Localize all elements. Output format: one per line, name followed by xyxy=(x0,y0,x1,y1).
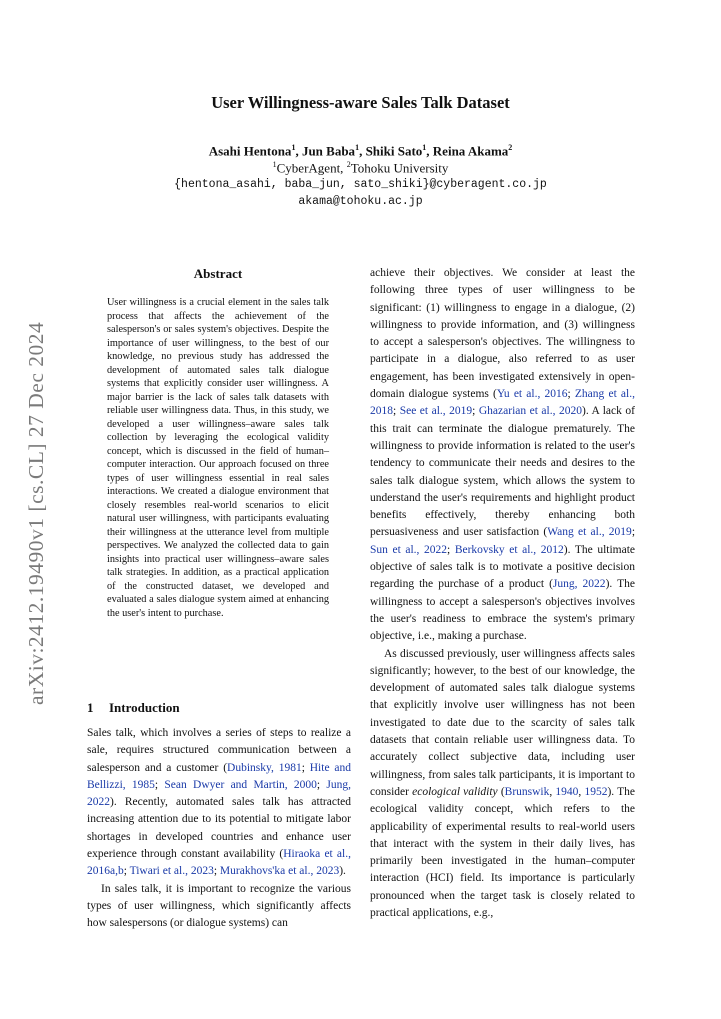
affiliation-name: Tohoku University xyxy=(350,160,449,176)
citation-link[interactable]: Jung, 2022 xyxy=(87,778,351,809)
section-number: 1 xyxy=(87,700,94,715)
intro-paragraph-2-continued: achieve their objectives. We consider at least the following three types of user willingness to be significant: (1) willingness to engage in a dialogue, (2) willingness to provide information, and (3) willingness to accept a salesperson's objectives. The willingness to participate in a dialogue, also referred to as user engagement, has been investigated extensively in open-domain dialogue systems (Yu et al., 2016; Zhang et al., 2018; See et al., 2019; Ghazarian et al., 2020). A lack of this trait can terminate the dialogue prematurely. The willingness to provide information is related to the user's tendency to communicate their needs and desires to the sales talk dialogue system, which allows the system to understand the user's requirements and highlight product benefits effectively, thereby enhancing both persuasiveness and user satisfaction (Wang et al., 2019; Sun et al., 2022; Berkovsky et al., 2012). The ultimate objective of sales talk is to motivate a positive decision regarding the purchase of a product (Jung, 2022). The willingness to accept a salesperson's objectives involves the user's readiness to embrace the system's primary objective, i.e., making a purchase. xyxy=(370,267,636,643)
author-emails[interactable]: {hentona_asahi, baba_jun, sato_shiki}@cyberagent.co.jp xyxy=(174,178,547,191)
citation-link[interactable]: Sean Dwyer and Martin, 2000 xyxy=(164,778,317,791)
citation-link[interactable]: Hiraoka et al., 2016a,b xyxy=(87,848,351,878)
citation-link[interactable]: See et al., 2019 xyxy=(399,405,473,418)
citation-link[interactable]: Ghazarian et al., 2020 xyxy=(478,405,582,418)
author-email[interactable]: akama@tohoku.ac.jp xyxy=(298,195,423,208)
section-title: Introduction xyxy=(109,700,180,715)
affiliation-mark: 2 xyxy=(508,143,513,152)
section-heading-introduction xyxy=(87,700,180,716)
citation-link[interactable]: Murakhovs'ka et al., 2023 xyxy=(219,865,340,878)
affiliation-mark: 1 xyxy=(422,143,427,152)
citation-link[interactable]: Tiwari et al., 2023 xyxy=(129,865,214,878)
right-column-text xyxy=(370,265,635,922)
author-name: Shiki Sato xyxy=(365,143,423,159)
citation-link[interactable]: Wang et al., 2019 xyxy=(547,526,632,539)
affiliation-mark: 2 xyxy=(346,160,351,169)
citation-link[interactable]: Berkovsky et al., 2012 xyxy=(454,543,564,556)
citation-link[interactable]: 1952 xyxy=(584,785,608,798)
author-list: Asahi Hentona$^1$, Jun Baba$^1$, Shiki Sato$^1$, Reina Akama$^2$ xyxy=(208,143,513,159)
intro-paragraph-1: Sales talk, which involves a series of steps to realize a sale, requires structured communication between a salesperson and a customer (Dubinsky, 1981; Hite and Bellizzi, 1985; Sean Dwyer and Martin, 2000; Jung, 2022). Recently, automated sales talk has attracted increasing attention due to its potential to mitigate labor shortages in developed countries and enhance user experience through constant availability (Hiraoka et al., 2016a,b; Tiwari et al., 2023; Murakhovs'ka et al., 2023). xyxy=(87,727,351,878)
left-column-text xyxy=(87,725,351,933)
arxiv-identifier[interactable]: arXiv:2412.19490v1 [cs.CL] 27 Dec 2024 xyxy=(24,321,48,705)
abstract-heading: Abstract xyxy=(193,266,243,281)
citation-link[interactable]: Dubinsky, 1981 xyxy=(227,761,302,774)
author-name: Asahi Hentona xyxy=(208,143,292,159)
citation-link[interactable]: 1940 xyxy=(555,785,579,798)
affiliation-mark: 1 xyxy=(355,143,360,152)
citation-link[interactable]: Sun et al., 2022 xyxy=(370,543,448,556)
affiliation-mark: 1 xyxy=(291,143,296,152)
paper-title: User Willingness-aware Sales Talk Dataset xyxy=(211,93,510,112)
citation-link[interactable]: Hite and Bellizzi, 1985 xyxy=(87,761,351,791)
author-name: Reina Akama xyxy=(432,143,509,159)
citation-link[interactable]: Yu et al., 2016 xyxy=(496,388,568,401)
affiliation-name: CyberAgent, xyxy=(276,160,347,176)
intro-paragraph-2: In sales talk, it is important to recognize the various types of user willingness, which significantly affects how salespersons (or dialogue systems) can xyxy=(87,882,351,930)
intro-paragraph-3: As discussed previously, user willingness affects sales significantly; however, to the best of our knowledge, the development of automated sales talk dialogue systems that explicitly involve user willingness has not been investigated to date due to the scarcity of sales talk datasets that contain reliable user willingness data. To accurately collect subjective data, including user willingness, from sales talk participants, it is important to consider ecological validity (Brunswik, 1940, 1952). The ecological validity concept, which refers to the applicability of experimental results to real-world users that interact with the system in their daily lives, has primarily been investigated in the human–computer interaction (HCI) field. Its importance is particularly pronounced when the target task is closely related to practical applications, e.g., xyxy=(370,647,635,919)
citation-link[interactable]: Brunswik xyxy=(504,785,550,798)
emphasized-term: ecological validity xyxy=(412,785,498,798)
affiliations xyxy=(0,160,721,176)
abstract-body: User willingness is a crucial element in the sales talk process that affects the achievement of the salesperson's or sales system's objectives. Despite the importance of user willingness, to the best of our knowledge, no previous study has addressed the development of automated sales talk dialogue systems that explicitly consider user willingness. A major barrier is the lack of sales talk datasets with reliable user willingness data. Thus, in this study, we developed a user willingness–aware sales talk collection by leveraging the ecological validity concept, which is discussed in the field of human–computer interaction. Our approach focused on three types of user willingness essential in real sales interactions. We created a dialogue environment that closely resembles real-world scenarios to elicit natural user willingness, with participants evaluating their willingness at the utterance level from multiple perspectives. We analyzed the collected data to gain insights into practical user willingness–aware sales talk strategies. In addition, as a practical application of the constructed dataset, we developed and evaluated a sales dialogue system aimed at enhancing the user's intent to purchase. xyxy=(107,297,329,619)
citation-link[interactable]: Zhang et al., 2018 xyxy=(370,388,635,418)
citation-link[interactable]: Jung, 2022 xyxy=(552,578,606,591)
author-name: Jun Baba xyxy=(301,143,356,159)
affiliation-mark: 1 xyxy=(272,160,277,169)
